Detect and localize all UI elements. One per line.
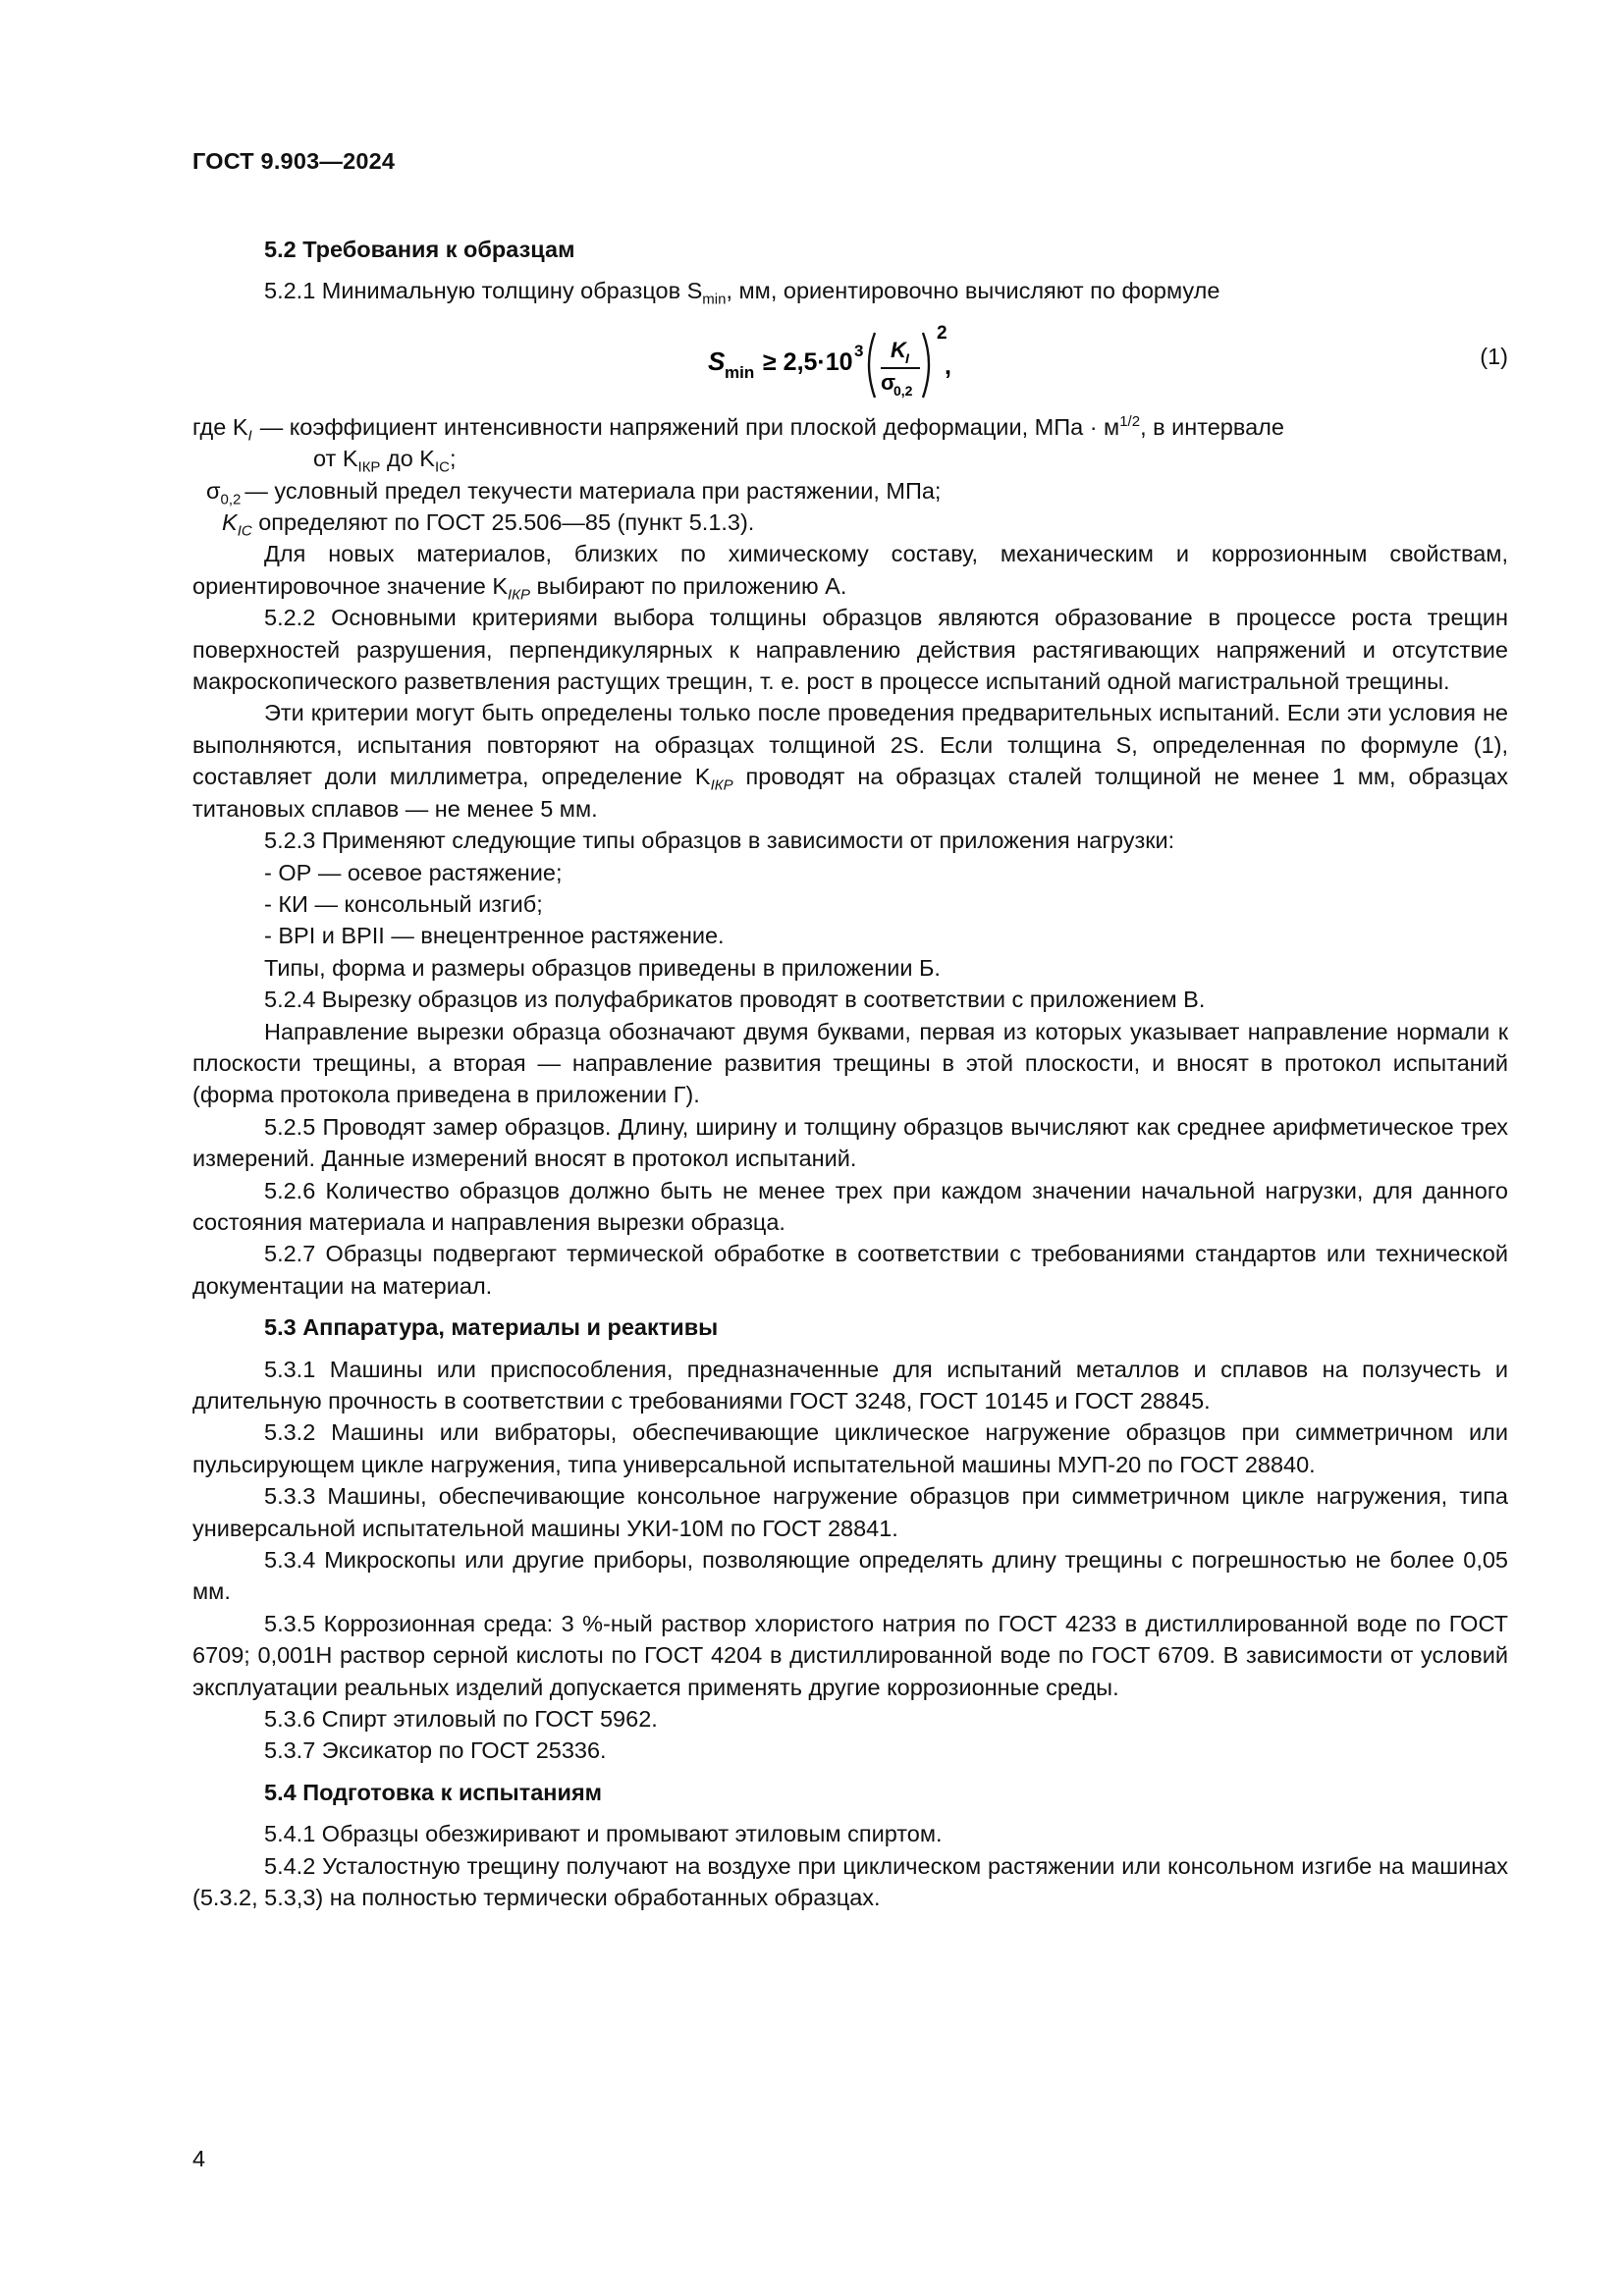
definition-range (192, 443, 1508, 474)
subscript: 0,2 (220, 491, 242, 508)
paragraph-types: Типы, форма и размеры образцов приведены в приложении Б. (264, 954, 941, 981)
section-title-5-3: 5.3 Аппаратура, материалы и реактивы (264, 1314, 719, 1341)
formula-expression (708, 317, 924, 405)
superscript: 1/2 (1119, 412, 1141, 430)
paragraph-5-3-6: 5.3.6 Спирт этиловый по ГОСТ 5962. (264, 1706, 658, 1733)
where-label: где K (192, 413, 248, 440)
definition-sigma (192, 475, 1508, 507)
list-item-ki: - КИ — консольный изгиб; (264, 890, 543, 917)
formula-denominator-sub: 0,2 (893, 382, 913, 399)
definition-term (192, 411, 252, 443)
section-title-5-4: 5.4 Подготовка к испытаниям (264, 1779, 603, 1805)
kic-term: K (222, 509, 238, 536)
formula-right-paren (923, 333, 929, 398)
paragraph-5-2-6: 5.2.6 Количество образцов должно быть не менее трех при каждом значении начальной нагрузки, для данного состояния материала и направления вырезки образца. (192, 1177, 1508, 1235)
document-body (192, 224, 1508, 1914)
paragraph-text: Эти критерии могут быть определены только после проведения предварительных испытаний. Если эти условия не выполняются, испытания повторяют на образцах толщиной 2S. Если толщина S, определенная по формуле (1), составляет доли миллиметра, определение K (192, 700, 1508, 790)
paragraph-text: выбирают по приложению А. (530, 572, 847, 599)
paragraph-direction: Направление вырезки образца обозначают двумя буквами, первая из которых указывает направление нормали к плоскости трещины, а вторая — направление развития трещины в этой плоскости, и вносят в протокол испытаний (форма протокола приведена в приложении Г). (192, 1018, 1508, 1108)
paragraph-5-4-1: 5.4.1 Образцы обезжиривают и промывают этиловым спиртом. (264, 1821, 943, 1847)
formula-comma: , (945, 351, 951, 380)
paragraph-new-materials (192, 538, 1508, 602)
paragraph-5-2-4: 5.2.4 Вырезку образцов из полуфабрикатов проводят в соответствии с приложением В. (264, 987, 1206, 1013)
paragraph-text: Для новых материалов, близких по химическому составу, механическим и коррозионным свойствам, ориентировочное значение K (192, 541, 1508, 599)
formula-numerator: K (891, 337, 906, 362)
page-number: 4 (192, 2146, 206, 2171)
paragraph-5-2-7: 5.2.7 Образцы подвергают термической обработке в соответствии с требованиями стандартов или технической документации на материал. (192, 1241, 1508, 1299)
formula-denominator: σ (881, 369, 896, 395)
definition-text-part: — коэффициент интенсивности напряжений при плоской деформации, МПа · м (259, 413, 1120, 440)
range-text: ; (449, 446, 457, 472)
subscript: IС (237, 522, 252, 540)
definition-text: определяют по ГОСТ 25.506—85 (пункт 5.1.3). (251, 509, 755, 536)
formula-numerator-sub: I (905, 349, 909, 366)
subscript: IС (434, 458, 450, 476)
paragraph-5-2-5: 5.2.5 Проводят замер образцов. Длину, ширину и толщину образцов вычисляют как среднее арифметическое трех измерений. Данные измерений вносят в протокол испытаний. (192, 1113, 1508, 1172)
paragraph-text: , мм, ориентировочно вычисляют по формуле (726, 278, 1220, 304)
sigma-term: σ (206, 477, 221, 504)
paragraph-5-3-2: 5.3.2 Машины или вибраторы, обеспечивающие циклическое нагружение образцов при симметричном или пульсирующем цикле нагружения, типа универсальной испытательной машины МУП-20 по ГОСТ 28840. (192, 1419, 1508, 1477)
formula-left-paren (869, 333, 875, 398)
subscript: min (702, 292, 727, 309)
formula-lhs: S (708, 346, 726, 376)
definition-text (252, 411, 1284, 443)
equation-number: (1) (1480, 343, 1508, 369)
section-title-5-2: 5.2 Требования к образцам (264, 237, 575, 262)
paragraph-criteria (192, 697, 1508, 825)
subscript: I (247, 427, 252, 445)
range-text: от K (313, 446, 358, 472)
formula-lhs-sub: min (725, 362, 755, 382)
paragraph-5-3-5: 5.3.5 Коррозионная среда: 3 %-ный раствор хлористого натрия по ГОСТ 4233 в дистиллированной воде по ГОСТ 6709; 0,001Н раствор серной кислоты по ГОСТ 4204 в дистиллированной воде по ГОСТ 6709. В зависимости от условий эксплуатации реальных изделий допускается применять другие коррозионные среды. (192, 1610, 1508, 1700)
definition-text: — условный предел текучести материала при растяжении, МПа; (244, 477, 942, 504)
document-code-header: ГОСТ 9.903—2024 (192, 148, 396, 174)
formula-power: 2 (937, 322, 947, 344)
list-item-vr: - ВРI и ВРII — внецентренное растяжение. (264, 923, 725, 949)
paragraph-text: 5.2.1 Минимальную толщину образцов S (264, 278, 703, 304)
subscript: IКР (357, 458, 381, 476)
definition-kic (192, 507, 1508, 538)
paragraph-5-3-7: 5.3.7 Эксикатор по ГОСТ 25336. (264, 1737, 607, 1764)
subscript: IКР (508, 586, 531, 604)
paragraph-5-4-2: 5.4.2 Усталостную трещину получают на воздухе при циклическом растяжении или консольном изгибе на машинах (5.3.2, 5.3,3) на полностью термически обработанных образцах. (192, 1852, 1508, 1911)
formula-closing (921, 317, 970, 405)
definition-ki (0, 411, 1508, 443)
paragraph-5-3-1: 5.3.1 Машины или приспособления, предназначенные для испытаний металлов и сплавов на ползучесть и длительную прочность в соответствии с требованиями ГОСТ 3248, ГОСТ 10145 и ГОСТ 28845. (192, 1356, 1508, 1414)
formula-definitions (192, 411, 1508, 539)
definition-text-part: , в интервале (1140, 413, 1284, 440)
formula-coefficient: ≥ 2,5·10 (763, 347, 853, 376)
formula-1 (192, 311, 1508, 409)
paragraph-5-2-3: 5.2.3 Применяют следующие типы образцов в зависимости от приложения нагрузки: (264, 828, 1175, 854)
paragraph-5-3-3: 5.3.3 Машины, обеспечивающие консольное нагружение образцов при симметричном цикле нагружения, типа универсальной испытательной машины УКИ-10М по ГОСТ 28841. (192, 1483, 1508, 1541)
list-item-op: - ОР — осевое растяжение; (264, 859, 563, 885)
formula-exponent: 3 (854, 341, 864, 360)
range-text: до K (380, 446, 435, 472)
paragraph-text: проводят на образцах сталей толщиной не менее 1 мм, образцах титановых сплавов — не менее 5 мм. (192, 764, 1508, 822)
paragraph-5-2-2: 5.2.2 Основными критериями выбора толщины образцов являются образование в процессе роста трещин поверхностей разрушения, перпендикулярных к направлению действия растягивающих напряжений и отсутствие макроскопического разветвления растущих трещин, т. е. рост в процессе испытаний одной магистральной трещины. (192, 605, 1508, 695)
paragraph-5-3-4: 5.3.4 Микроскопы или другие приборы, позволяющие определять длину трещины с погрешностью не более 0,05 мм. (192, 1547, 1508, 1605)
paragraph-5-2-1 (192, 275, 1508, 309)
subscript: IКР (710, 776, 733, 794)
